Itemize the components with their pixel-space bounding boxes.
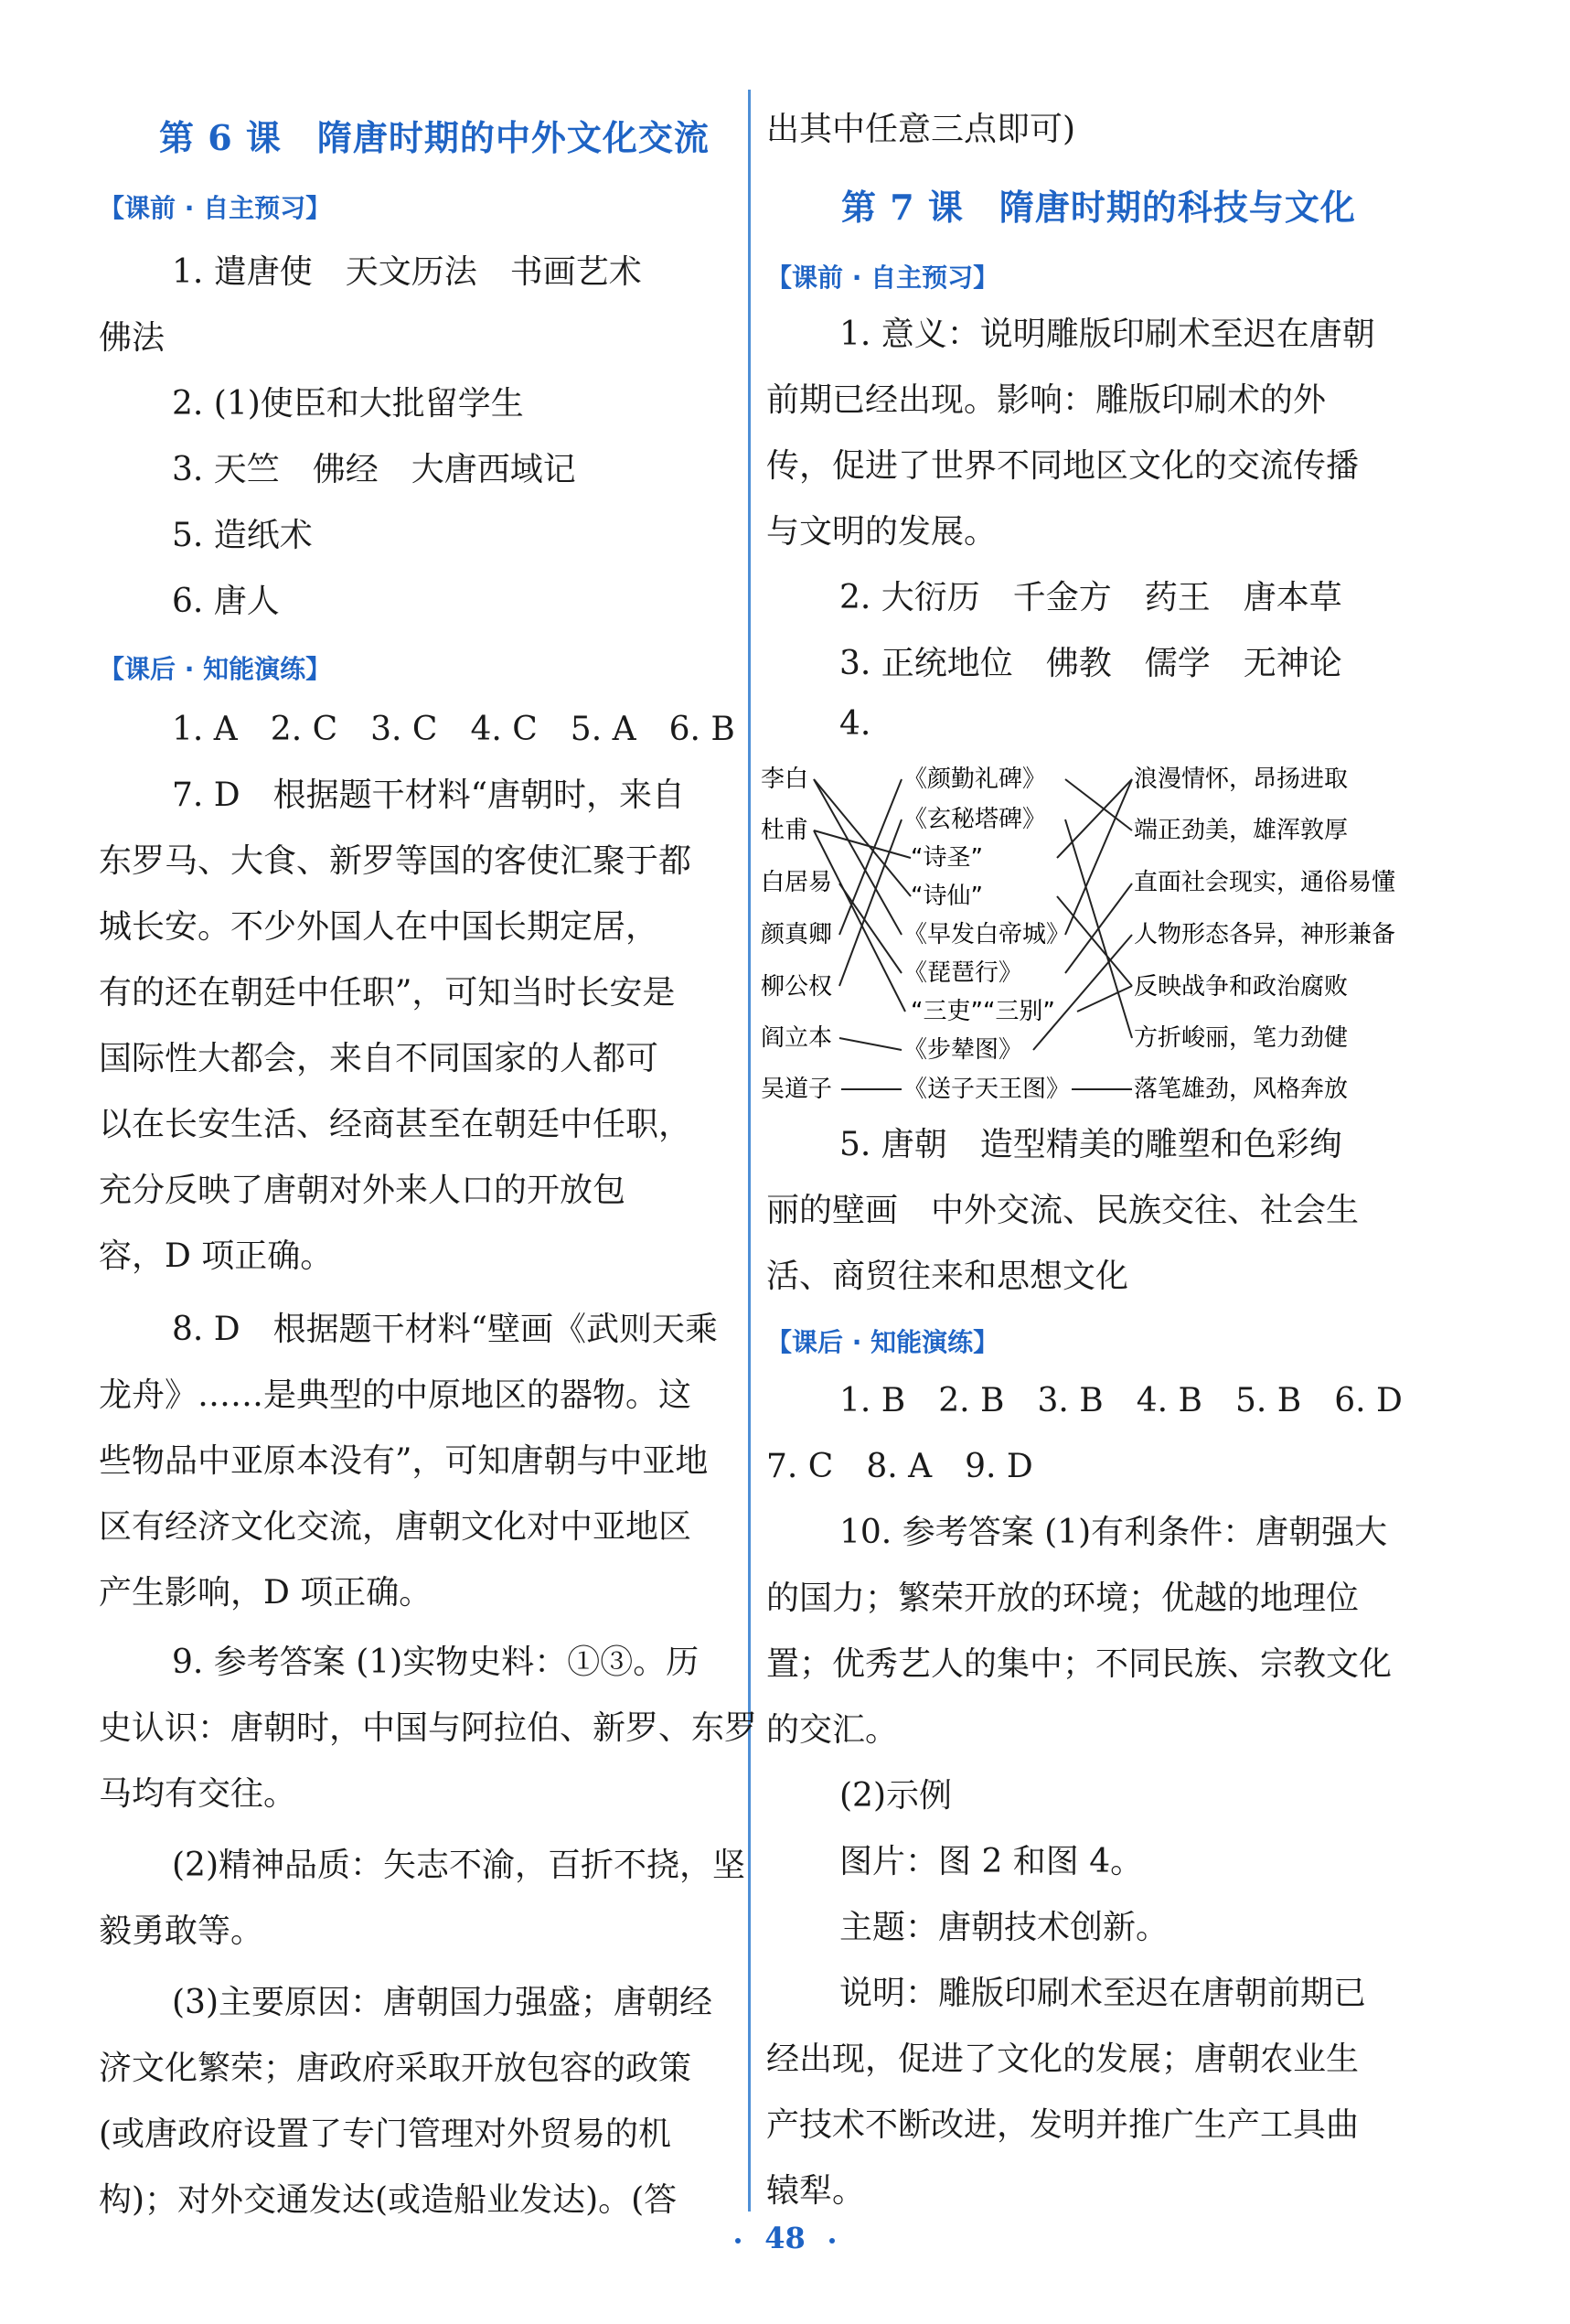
bullet-dot	[829, 2238, 835, 2244]
pre-answer-line: 6. 唐人	[172, 583, 280, 620]
traits-column	[1134, 766, 1395, 1103]
match-person: 吴道子	[761, 1076, 833, 1103]
q10-text: 置；优秀艺人的集中；不同民族、宗教文化	[766, 1645, 1393, 1683]
q10-text: (2)示例	[839, 1777, 952, 1815]
q9-text: 马均有交往。	[99, 1775, 297, 1813]
pre-answer-line: 1. 遣唐使 天文历法 书画艺术	[172, 253, 642, 291]
q8-text: 8. D 根据题干材料“壁画《武则天乘	[172, 1311, 719, 1348]
choice-answers: 1. A 2. C 3. C 4. C 5. A 6. B	[172, 711, 735, 748]
pre-answer-line: 3. 天竺 佛经 大唐西域记	[172, 451, 576, 488]
q9-text: 9. 参考答案 (1)实物史料：①③。历	[172, 1644, 700, 1681]
q9-text: 构)；对外交通发达(或造船业发达)。(答	[99, 2181, 678, 2219]
pre-answer-line: 3. 正统地位 佛教 儒学 无神论	[839, 645, 1342, 682]
match-work: “诗仙”	[911, 883, 983, 910]
pre-answer-line: 2. (1)使臣和大批留学生	[172, 385, 524, 423]
pre-answer-line: 1. 意义：说明雕版印刷术至迟在唐朝	[839, 316, 1375, 353]
q9-text: 史认识：唐朝时，中国与阿拉伯、新罗、东罗	[99, 1709, 758, 1747]
people-column	[761, 766, 832, 1103]
q8-text: 些物品中亚原本没有”，可知唐朝与中亚地	[99, 1442, 709, 1480]
lesson-7-title: 第 7 课 隋唐时期的科技与文化	[841, 187, 1356, 228]
q5-text: 丽的壁画 中外交流、民族交往、社会生	[766, 1192, 1360, 1229]
post-class-tag: 【课后 · 知能演练】	[99, 654, 332, 684]
match-work: “三吏”“三别”	[911, 998, 1055, 1025]
pre-answer-line: 与文明的发展。	[766, 513, 998, 551]
matching-diagram	[750, 750, 1426, 1125]
q9-text: (3)主要原因：唐朝国力强盛；唐朝经	[172, 1984, 712, 2021]
match-person: 白居易	[761, 869, 833, 896]
match-person: 杜甫	[761, 817, 809, 844]
q9-text: 毅勇敢等。	[99, 1912, 264, 1950]
match-work: 《步辇图》	[903, 1036, 1023, 1064]
pre-class-tag: 【课前 · 自主预习】	[99, 193, 332, 223]
q7-text: 东罗马、大食、新罗等国的客使汇聚于都	[99, 842, 692, 880]
q7-text: 容，D 项正确。	[99, 1237, 334, 1275]
choice-answers: 1. B 2. B 3. B 4. B 5. B 6. D	[839, 1382, 1403, 1419]
works-column	[903, 766, 1070, 1103]
match-line	[839, 779, 902, 935]
q7-text: 充分反映了唐朝对外来人口的开放包	[99, 1172, 626, 1209]
q9-text: 济文化繁荣；唐政府采取开放包容的政策	[99, 2050, 692, 2087]
pre-answer-line: 佛法	[99, 319, 166, 357]
q10-text: 的交汇。	[766, 1711, 899, 1749]
match-trait: 端正劲美，雄浑敦厚	[1134, 817, 1349, 844]
match-trait: 直面社会现实，通俗易懂	[1134, 869, 1396, 896]
q7-text: 国际性大都会，来自不同国家的人都可	[99, 1040, 659, 1077]
q10-text: 10. 参考答案 (1)有利条件：唐朝强大	[839, 1514, 1388, 1551]
q10-text: 辕犁。	[766, 2172, 866, 2210]
q10-text: 图片：图 2 和图 4。	[839, 1843, 1144, 1880]
q8-text: 区有经济文化交流，唐朝文化对中亚地区	[99, 1508, 692, 1546]
q10-text: 产技术不断改进，发明并推广生产工具曲	[766, 2106, 1360, 2144]
match-work: 《琵琶行》	[903, 959, 1023, 987]
pre-answer-line: 2. 大衍历 千金方 药王 唐本草	[839, 579, 1342, 616]
match-line	[1057, 779, 1132, 858]
match-work: “诗圣”	[911, 844, 983, 872]
pre-answer-line: 4.	[839, 705, 871, 743]
match-line	[1065, 779, 1132, 935]
q5-text: 5. 唐朝 造型精美的雕塑和色彩绚	[839, 1126, 1342, 1163]
q10-text: 经出现，促进了文化的发展；唐朝农业生	[766, 2040, 1360, 2078]
column-divider	[748, 90, 751, 2212]
match-trait: 落笔雄劲，风格奔放	[1134, 1076, 1349, 1103]
q5-text: 活、商贸往来和思想文化	[766, 1258, 1129, 1295]
match-person: 柳公权	[761, 973, 833, 1001]
bullet-dot	[735, 2238, 741, 2244]
q10-text: 的国力；繁荣开放的环境；优越的地理位	[766, 1580, 1360, 1617]
q8-text: 产生影响，D 项正确。	[99, 1574, 433, 1612]
pre-answer-line: 前期已经出现。影响：雕版印刷术的外	[766, 381, 1327, 419]
match-work: 《玄秘塔碑》	[903, 806, 1047, 833]
match-trait: 人物形态各异，神形兼备	[1134, 921, 1396, 948]
q7-text: 以在长安生活、经商甚至在朝廷中任职，	[99, 1106, 692, 1143]
q7-text: 有的还在朝廷中任职”，可知当时长安是	[99, 974, 676, 1012]
match-work: 《颜勤礼碑》	[903, 766, 1047, 793]
post-class-tag: 【课后 · 知能演练】	[766, 1327, 999, 1357]
match-trait: 方折峻丽，笔力劲健	[1134, 1024, 1349, 1052]
q9-text: (2)精神品质：矢志不渝，百折不挠，坚	[172, 1847, 745, 1884]
match-trait: 浪漫情怀，昂扬进取	[1134, 766, 1349, 793]
q10-text: 主题：唐朝技术创新。	[839, 1909, 1169, 1946]
choice-answers: 7. C 8. A 9. D	[766, 1448, 1033, 1485]
continued-line: 出其中任意三点即可)	[766, 111, 1076, 148]
match-person: 阎立本	[761, 1024, 833, 1052]
q7-text: 7. D 根据题干材料“唐朝时，来自	[172, 776, 686, 814]
pre-class-tag: 【课前 · 自主预习】	[766, 262, 999, 293]
page-number-value: 48	[764, 2221, 806, 2255]
q9-text: (或唐政府设置了专门管理对外贸易的机	[99, 2115, 672, 2153]
q10-text: 说明：雕版印刷术至迟在唐朝前期已	[839, 1975, 1367, 2012]
match-line	[839, 1038, 902, 1050]
q7-text: 城长安。不少外国人在中国长期定居，	[99, 908, 659, 946]
page-number	[0, 2221, 1570, 2255]
pre-answer-line: 传，促进了世界不同地区文化的交流传播	[766, 447, 1360, 485]
match-person: 颜真卿	[761, 921, 833, 948]
q8-text: 龙舟》……是典型的中原地区的器物。这	[99, 1376, 692, 1414]
match-person: 李白	[761, 766, 809, 793]
match-trait: 反映战争和政治腐败	[1134, 973, 1349, 1001]
pre-answer-line: 5. 造纸术	[172, 517, 313, 554]
match-line	[1065, 884, 1132, 973]
match-work: 《送子天王图》	[903, 1076, 1071, 1103]
lesson-6-title: 第 6 课 隋唐时期的中外文化交流	[159, 117, 710, 158]
match-work: 《早发白帝城》	[903, 921, 1071, 948]
